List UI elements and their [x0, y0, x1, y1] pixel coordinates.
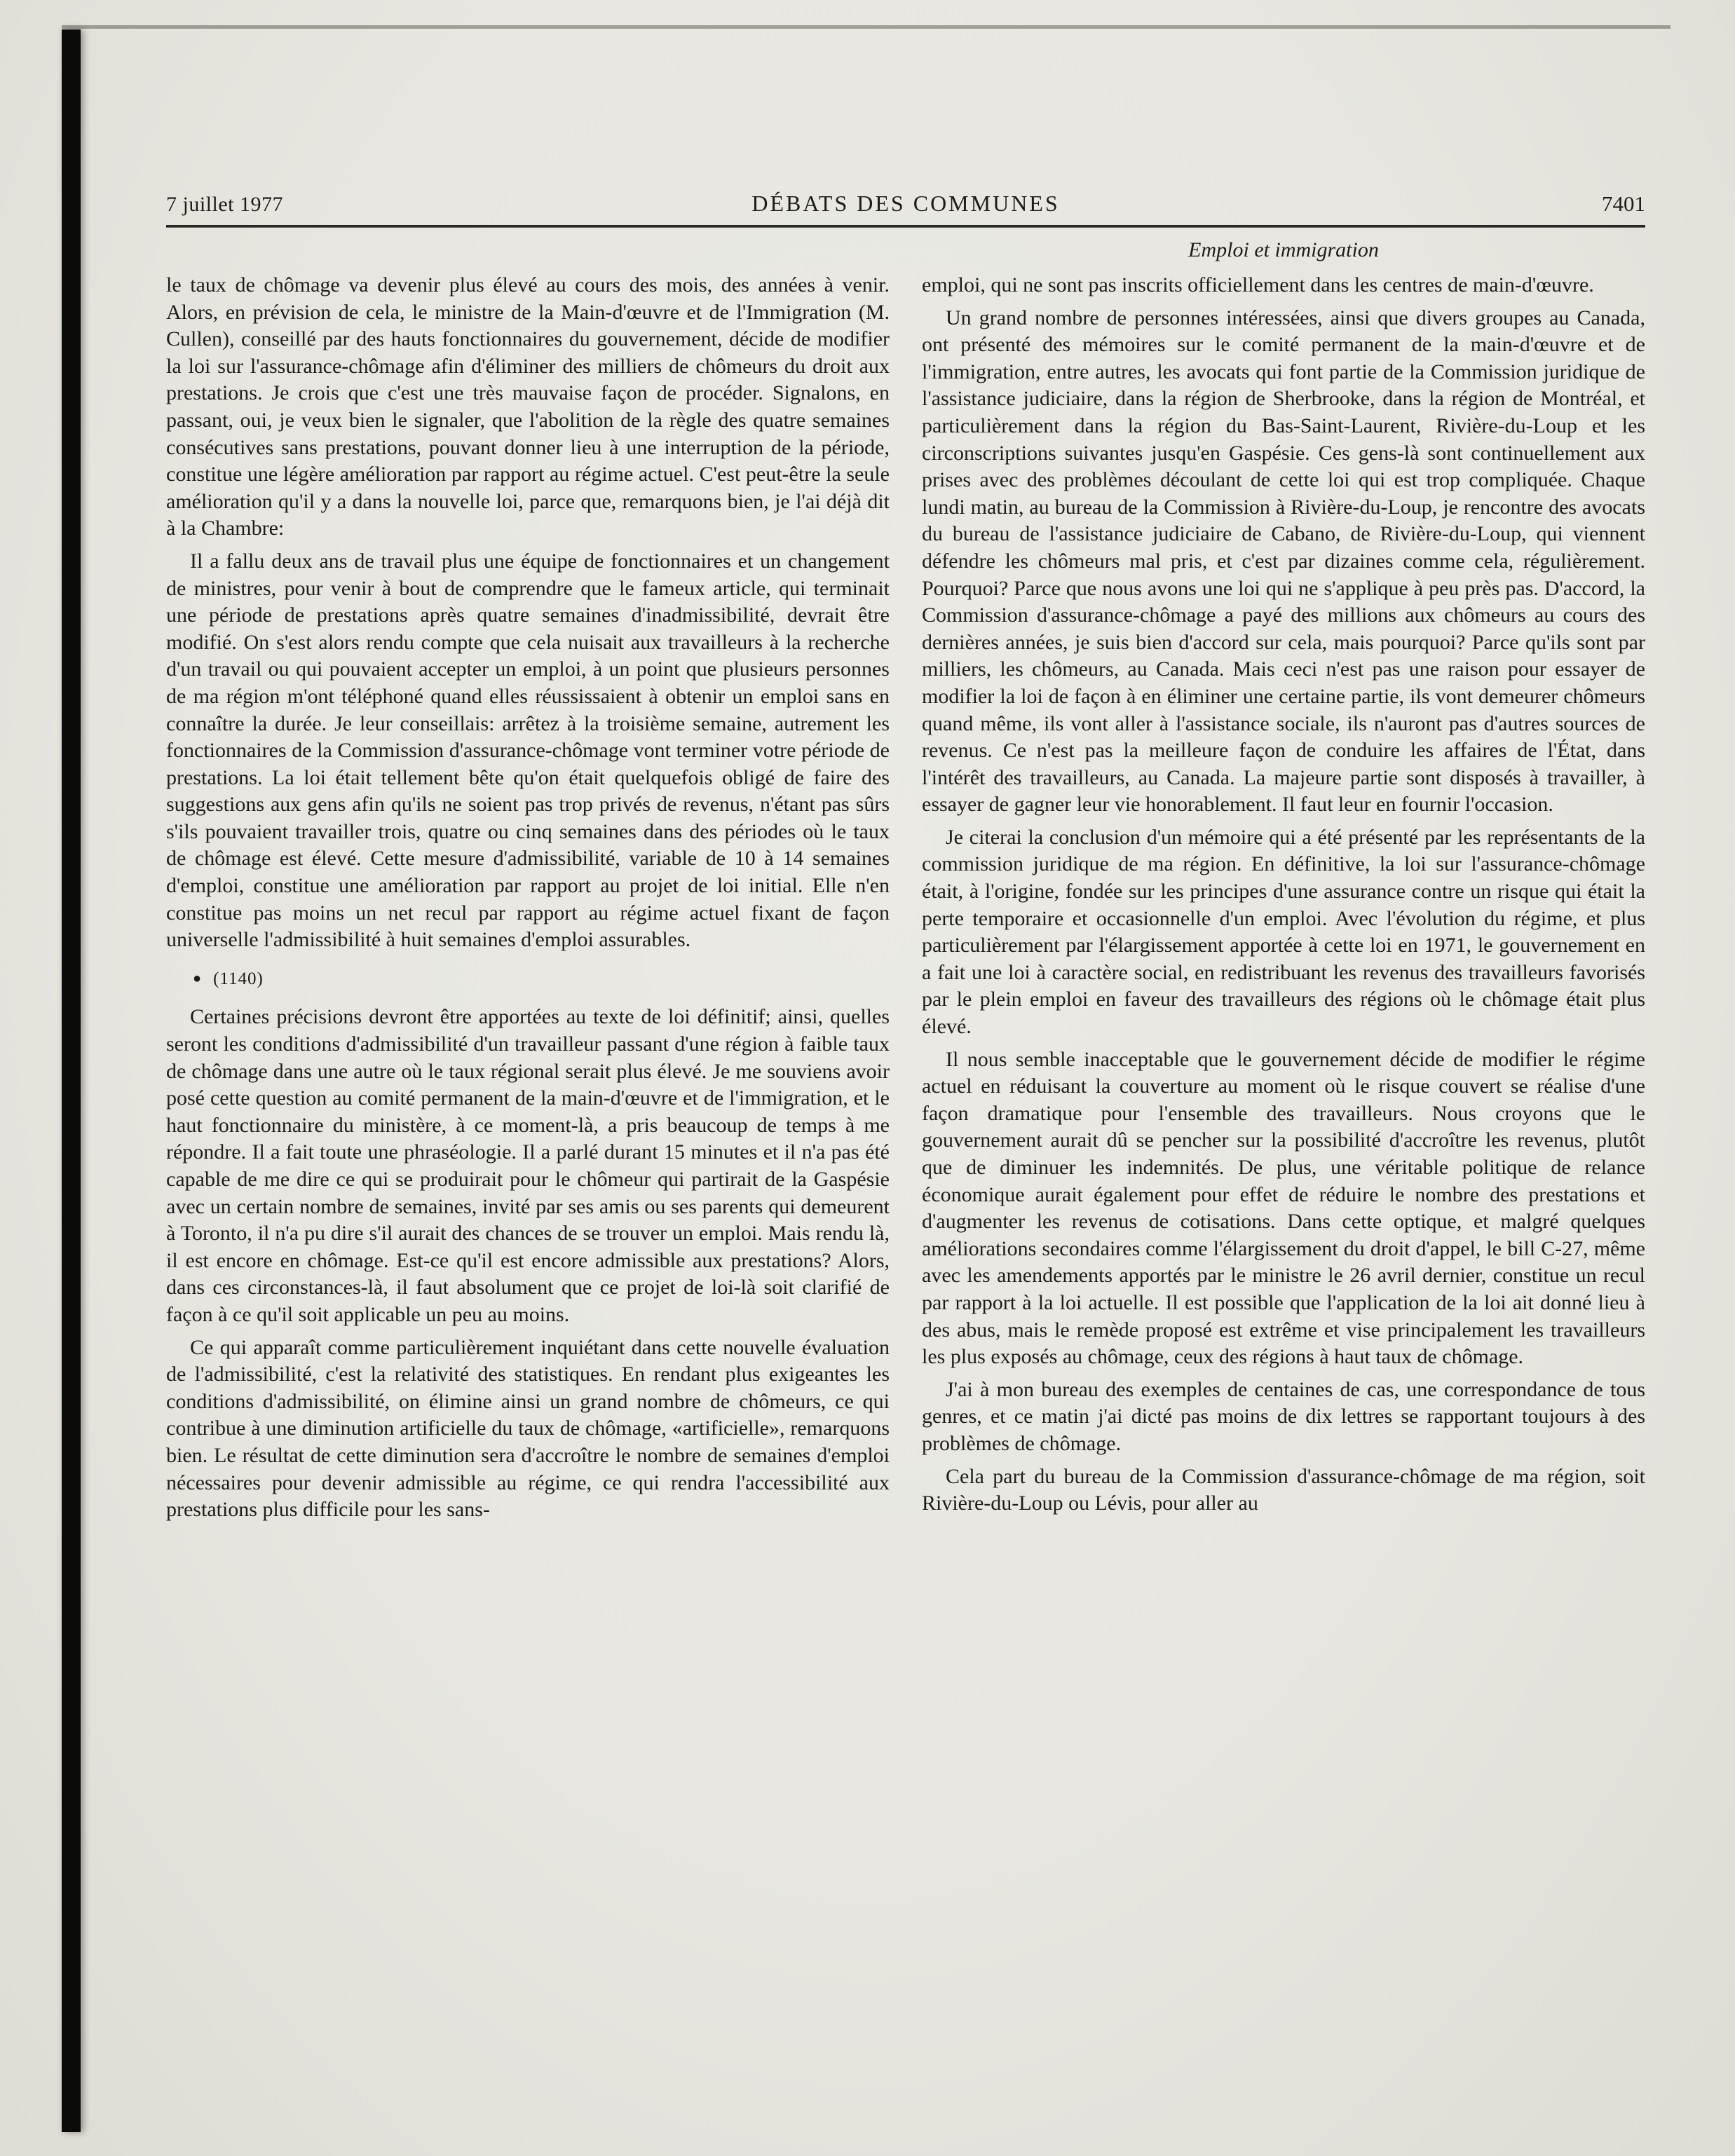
- left-column: [166, 272, 890, 1529]
- paragraph: Je citerai la conclusion d'un mémoire qui a été présenté par les représentants de la commission juridique de ma région. En définitive, la loi sur l'assurance-chômage était, à l'origine, fondée sur les principes d'une assurance contre un risque qui était la perte temporaire et occasionnelle d'un emploi. Avec l'évolution du régime, et plus particulièrement par l'élargissement apportée à cette loi en 1971, le gouvernement en a fait une loi à caractère social, en redistribuant les revenus des travailleurs favorisés par le plein emploi en faveur des travailleurs des régions où le chômage était plus élevé.: [922, 825, 1645, 1039]
- page-number: 7401: [1602, 191, 1645, 216]
- timestamp-marker: [193, 965, 890, 993]
- paragraph: emploi, qui ne sont pas inscrits officiellement dans les centres de main-d'œuvre.: [922, 273, 1594, 296]
- text-columns: [166, 272, 1645, 1529]
- page-content: [166, 191, 1645, 1529]
- paragraph: Un grand nombre de personnes intéressées, ainsi que divers groupes au Canada, ont présenté des mémoires sur le comité permanent de la main-d'œuvre et de l'immigration, entre autres, les avocats qui font partie de la Commission juridique de l'assistance judiciaire, dans la région de Sherbrooke, dans la région de Montréal, et particulièrement dans la région du Bas-Saint-Laurent, Rivière-du-Loup et les circonscriptions suivantes jusqu'en Gaspésie. Ces gens-là sont continuellement aux prises avec des problèmes découlant de cette loi qui est trop compliquée. Chaque lundi matin, au bureau de la Commission à Rivière-du-Loup, je rencontre des avocats du bureau de l'assistance judiciaire de Cabano, de Rivière-du-Loup, qui viennent défendre les chômeurs mal pris, et c'est par dizaines comme cela, régulièrement. Pourquoi? Parce que nous avons une loi qui ne s'applique à peu près pas. D'accord, la Commission d'assurance-chômage a payé des millions aux chômeurs au cours des dernières années, je suis bien d'accord sur cela, mais pourquoi? Parce qu'ils sont par milliers, les chômeurs, au Canada. Mais ceci n'est pas une raison pour essayer de modifier la loi de façon à en éliminer une certaine partie, ils vont demeurer chômeurs quand même, ils vont aller à l'assistance sociale, ils n'auront pas d'autres sources de revenus. Ce n'est pas la meilleure façon de conduire les affaires de l'État, dans l'intérêt des travailleurs, au Canada. La majeure partie sont disposés à travailler, à essayer de gagner leur vie honorablement. Il faut leur en fournir l'occasion.: [922, 306, 1645, 817]
- section-heading: Emploi et immigration: [1188, 238, 1379, 261]
- paragraph: J'ai à mon bureau des exemples de centaines de cas, une correspondance de tous genres, et ce matin j'ai dicté pas moins de dix lettres se rapportant toujours à des problèmes de chômage.: [922, 1377, 1645, 1455]
- paragraph: Il a fallu deux ans de travail plus une équipe de fonctionnaires et un changement de ministres, pour venir à bout de comprendre que le fameux article, qui terminait une période de prestations après quatre semaines d'inadmissibilité, devrait être modifié. On s'est alors rendu compte que cela nuisait aux travailleurs à la recherche d'un travail ou qui pouvaient accepter un emploi, à un point que plusieurs personnes de ma région m'ont téléphoné quand elles réussissaient à obtenir un emploi sans en connaître la durée. Je leur conseillais: arrêtez à la troisième semaine, autrement les fonctionnaires de la Commission d'assurance-chômage vont terminer votre période de prestations. La loi était tellement bête qu'on était quelquefois obligé de faire des suggestions aux gens afin qu'ils ne soient pas trop privés de revenus, n'étant pas sûrs s'ils pouvaient travailler trois, quatre ou cinq semaines dans des périodes où le taux de chômage est élevé. Cette mesure d'admissibilité, variable de 10 à 14 semaines d'emploi, constitue une amélioration par rapport au projet de loi initial. Elle n'en constitue pas moins un net recul par rapport au régime actuel fixant de façon universelle l'admissibilité à huit semaines d'emploi assurables.: [166, 549, 890, 952]
- paragraph: Il nous semble inacceptable que le gouvernement décide de modifier le régime actuel en réduisant la couverture au moment où le risque couvert se réalise d'une façon dramatique pour l'ensemble des travailleurs. Nous croyons que le gouvernement aurait dû se pencher sur la possibilité d'accroître les revenus, plutôt que de diminuer les indemnités. De plus, une véritable politique de relance économique aurait également pour effet de réduire le nombre des prestations et d'augmenter les revenus de cotisations. Dans cette optique, et malgré quelques améliorations secondaires comme l'élargissement du droit d'appel, le bill C-27, même avec les amendements apportés par le ministre le 26 avril dernier, constitue un recul par rapport à la loi actuelle. Il est possible que l'application de la loi ait donné lieu à des abus, mais le remède proposé est extrême et vise principalement les travailleurs les plus exposés au chômage, ceux des régions à haut taux de chômage.: [922, 1047, 1645, 1369]
- bullet-icon: ●: [193, 970, 203, 986]
- scan-edge: [62, 25, 1671, 29]
- right-column: [922, 272, 1645, 1529]
- paragraph: Cela part du bureau de la Commission d'assurance-chômage de ma région, soit Rivière-du-Loup ou Lévis, pour aller au: [922, 1464, 1645, 1515]
- paragraph: Certaines précisions devront être apportées au texte de loi définitif; ainsi, quelles seront les conditions d'admissibilité d'un travailleur passant d'une région à faible taux de chômage dans une autre où le taux régional serait plus élevé. Je me souviens avoir posé cette question au comité permanent de la main-d'œuvre et de l'immigration, et le haut fonctionnaire du ministère, à ce moment-là, a pris beaucoup de temps à me répondre. Il a fait toute une phraséologie. Il a parlé durant 15 minutes et il n'a pas été capable de me dire ce qui se produirait pour le chômeur qui partirait de la Gaspésie avec un certain nombre de semaines, invité par ses amis ou ses parents qui demeurent à Toronto, il n'a pu dire s'il aurait des chances de se trouver un emploi. Mais rendu là, il est encore en chômage. Est-ce qu'il est encore admissible aux prestations? Alors, dans ces circonstances-là, il faut absolument que ce projet de loi-là soit clarifié de façon à ce qu'il soit applicable un peu au moins.: [166, 1005, 890, 1326]
- page-title: DÉBATS DES COMMUNES: [751, 191, 1060, 216]
- binding-edge: [62, 29, 81, 2132]
- header-rule: [166, 225, 1645, 227]
- page-header: [166, 191, 1645, 217]
- paragraph: Ce qui apparaît comme particulièrement inquiétant dans cette nouvelle évaluation de l'admissibilité, c'est la relativité des statistiques. En rendant plus exigeantes les conditions d'admissibilité, on élimine ainsi un grand nombre de chômeurs, ce qui contribue à une diminution artificielle du taux de chômage, «artificielle», remarquons bien. Le résultat de cette diminution sera d'accroître le nombre de semaines d'emploi nécessaires pour devenir admissible au régime, ce qui rendra l'accessibilité aux prestations plus difficile pour les sans-: [166, 1335, 890, 1522]
- timestamp-label: (1140): [213, 969, 264, 988]
- paragraph: le taux de chômage va devenir plus élevé au cours des mois, des années à venir. Alors, en prévision de cela, le ministre de la Main-d'œuvre et de l'Immigration (M. Cullen), conseillé par des hauts fonctionnaires du gouvernement, décide de modifier la loi sur l'assurance-chômage afin d'éliminer des milliers de chômeurs du droit aux prestations. Je crois que c'est une très mauvaise façon de procéder. Signalons, en passant, oui, je veux bien le signaler, que l'abolition de la règle des quatre semaines consécutives sans prestations, pouvant donner lieu à une interruption de la période, constitue une légère amélioration par rapport au régime actuel. C'est peut-être la seule amélioration qu'il y a dans la nouvelle loi, parce que, remarquons bien, je l'ai déjà dit à la Chambre:: [166, 273, 890, 540]
- page-date: 7 juillet 1977: [166, 193, 283, 216]
